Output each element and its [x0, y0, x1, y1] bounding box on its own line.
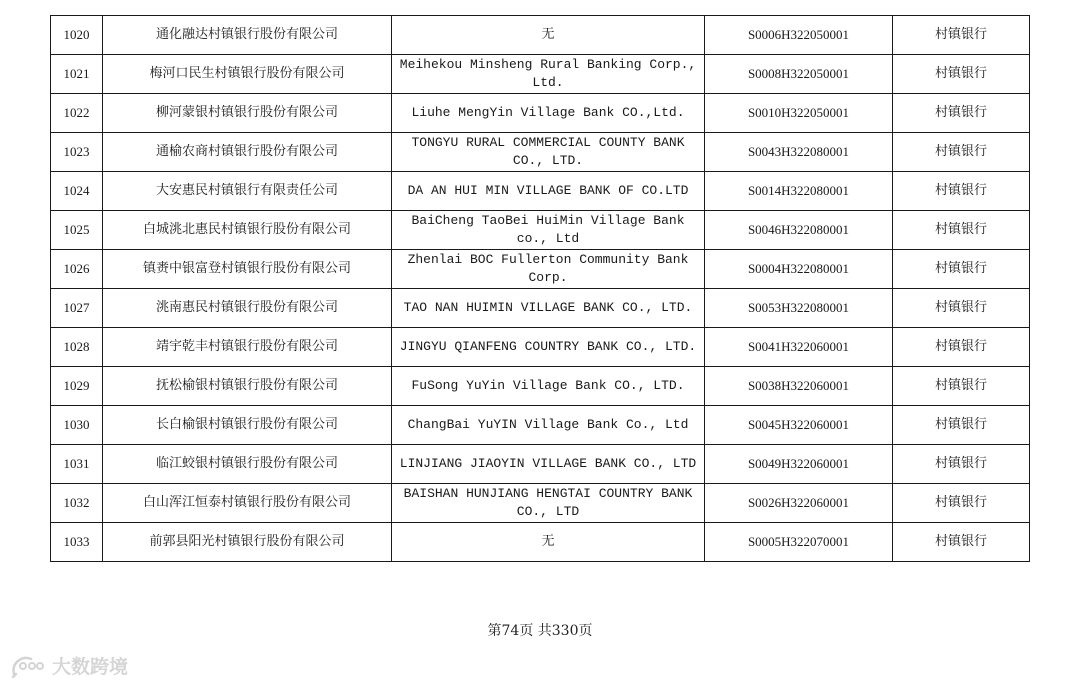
bank-name-en: TAO NAN HUIMIN VILLAGE BANK CO., LTD.	[392, 289, 705, 328]
bank-name-en: LINJIANG JIAOYIN VILLAGE BANK CO., LTD	[392, 445, 705, 484]
table-row	[51, 172, 1030, 211]
table-row	[51, 16, 1030, 55]
institution-code: S0005H322070001	[705, 523, 893, 562]
institution-type: 村镇银行	[893, 484, 1030, 523]
bank-name-en: BaiCheng TaoBei HuiMin Village Bank co., Ltd	[392, 211, 705, 250]
institution-code: S0045H322060001	[705, 406, 893, 445]
watermark-text: 大数跨境	[52, 656, 129, 678]
row-number: 1025	[51, 211, 103, 250]
row-number: 1024	[51, 172, 103, 211]
bank-name-cn: 大安惠民村镇银行有限责任公司	[103, 172, 392, 211]
bank-name-en: ChangBai YuYIN Village Bank Co., Ltd	[392, 406, 705, 445]
bank-name-en: Liuhe MengYin Village Bank CO.,Ltd.	[392, 94, 705, 133]
row-number: 1021	[51, 55, 103, 94]
bank-name-en: JINGYU QIANFENG COUNTRY BANK CO., LTD.	[392, 328, 705, 367]
institution-code: S0049H322060001	[705, 445, 893, 484]
bank-name-en: TONGYU RURAL COMMERCIAL COUNTY BANK CO., LTD.	[392, 133, 705, 172]
bank-name-cn: 梅河口民生村镇银行股份有限公司	[103, 55, 392, 94]
institution-type: 村镇银行	[893, 289, 1030, 328]
bank-name-en: BAISHAN HUNJIANG HENGTAI COUNTRY BANK CO., LTD	[392, 484, 705, 523]
bank-name-cn: 临江蛟银村镇银行股份有限公司	[103, 445, 392, 484]
page-number: 第74页 共330页	[487, 623, 593, 639]
institution-type: 村镇银行	[893, 523, 1030, 562]
bank-name-cn: 长白榆银村镇银行股份有限公司	[103, 406, 392, 445]
row-number: 1026	[51, 250, 103, 289]
bank-name-en: 无	[392, 16, 705, 55]
institution-code: S0008H322050001	[705, 55, 893, 94]
bank-name-cn: 通榆农商村镇银行股份有限公司	[103, 133, 392, 172]
table-row	[51, 445, 1030, 484]
row-number: 1030	[51, 406, 103, 445]
institution-type: 村镇银行	[893, 406, 1030, 445]
institution-code: S0026H322060001	[705, 484, 893, 523]
bank-name-cn: 镇赉中银富登村镇银行股份有限公司	[103, 250, 392, 289]
table-body	[51, 16, 1030, 562]
institution-code: S0014H322080001	[705, 172, 893, 211]
institution-code: S0041H322060001	[705, 328, 893, 367]
institution-type: 村镇银行	[893, 211, 1030, 250]
institution-type: 村镇银行	[893, 16, 1030, 55]
table-row	[51, 328, 1030, 367]
bank-name-cn: 通化融达村镇银行股份有限公司	[103, 16, 392, 55]
bank-name-cn: 前郭县阳光村镇银行股份有限公司	[103, 523, 392, 562]
table-row	[51, 367, 1030, 406]
row-number: 1031	[51, 445, 103, 484]
table-row	[51, 484, 1030, 523]
table-row	[51, 94, 1030, 133]
institution-type: 村镇银行	[893, 367, 1030, 406]
institution-code: S0053H322080001	[705, 289, 893, 328]
watermark	[10, 652, 128, 679]
table-row	[51, 289, 1030, 328]
institution-type: 村镇银行	[893, 445, 1030, 484]
wechat-bubble-logo-icon	[10, 654, 46, 678]
institution-type: 村镇银行	[893, 133, 1030, 172]
institution-code: S0010H322050001	[705, 94, 893, 133]
bank-name-cn: 白城洮北惠民村镇银行股份有限公司	[103, 211, 392, 250]
table-row	[51, 133, 1030, 172]
row-number: 1028	[51, 328, 103, 367]
table-row	[51, 250, 1030, 289]
row-number: 1022	[51, 94, 103, 133]
bank-name-en: Meihekou Minsheng Rural Banking Corp., Ltd.	[392, 55, 705, 94]
bank-name-cn: 抚松榆银村镇银行股份有限公司	[103, 367, 392, 406]
table-row	[51, 211, 1030, 250]
bank-name-en: FuSong YuYin Village Bank CO., LTD.	[392, 367, 705, 406]
institution-code: S0038H322060001	[705, 367, 893, 406]
institution-type: 村镇银行	[893, 55, 1030, 94]
bank-name-cn: 靖宇乾丰村镇银行股份有限公司	[103, 328, 392, 367]
bank-list-table	[50, 15, 1030, 562]
institution-code: S0006H322050001	[705, 16, 893, 55]
row-number: 1027	[51, 289, 103, 328]
row-number: 1023	[51, 133, 103, 172]
bank-name-cn: 柳河蒙银村镇银行股份有限公司	[103, 94, 392, 133]
institution-code: S0004H322080001	[705, 250, 893, 289]
institution-type: 村镇银行	[893, 172, 1030, 211]
bank-name-cn: 洮南惠民村镇银行股份有限公司	[103, 289, 392, 328]
bank-name-en: 无	[392, 523, 705, 562]
institution-type: 村镇银行	[893, 328, 1030, 367]
row-number: 1029	[51, 367, 103, 406]
bank-name-en: Zhenlai BOC Fullerton Community Bank Corp.	[392, 250, 705, 289]
institution-type: 村镇银行	[893, 250, 1030, 289]
institution-code: S0043H322080001	[705, 133, 893, 172]
table-row	[51, 55, 1030, 94]
table-row	[51, 523, 1030, 562]
row-number: 1033	[51, 523, 103, 562]
bank-name-cn: 白山浑江恒泰村镇银行股份有限公司	[103, 484, 392, 523]
institution-type: 村镇银行	[893, 94, 1030, 133]
bank-name-en: DA AN HUI MIN VILLAGE BANK OF CO.LTD	[392, 172, 705, 211]
row-number: 1020	[51, 16, 103, 55]
row-number: 1032	[51, 484, 103, 523]
institution-code: S0046H322080001	[705, 211, 893, 250]
table-row	[51, 406, 1030, 445]
